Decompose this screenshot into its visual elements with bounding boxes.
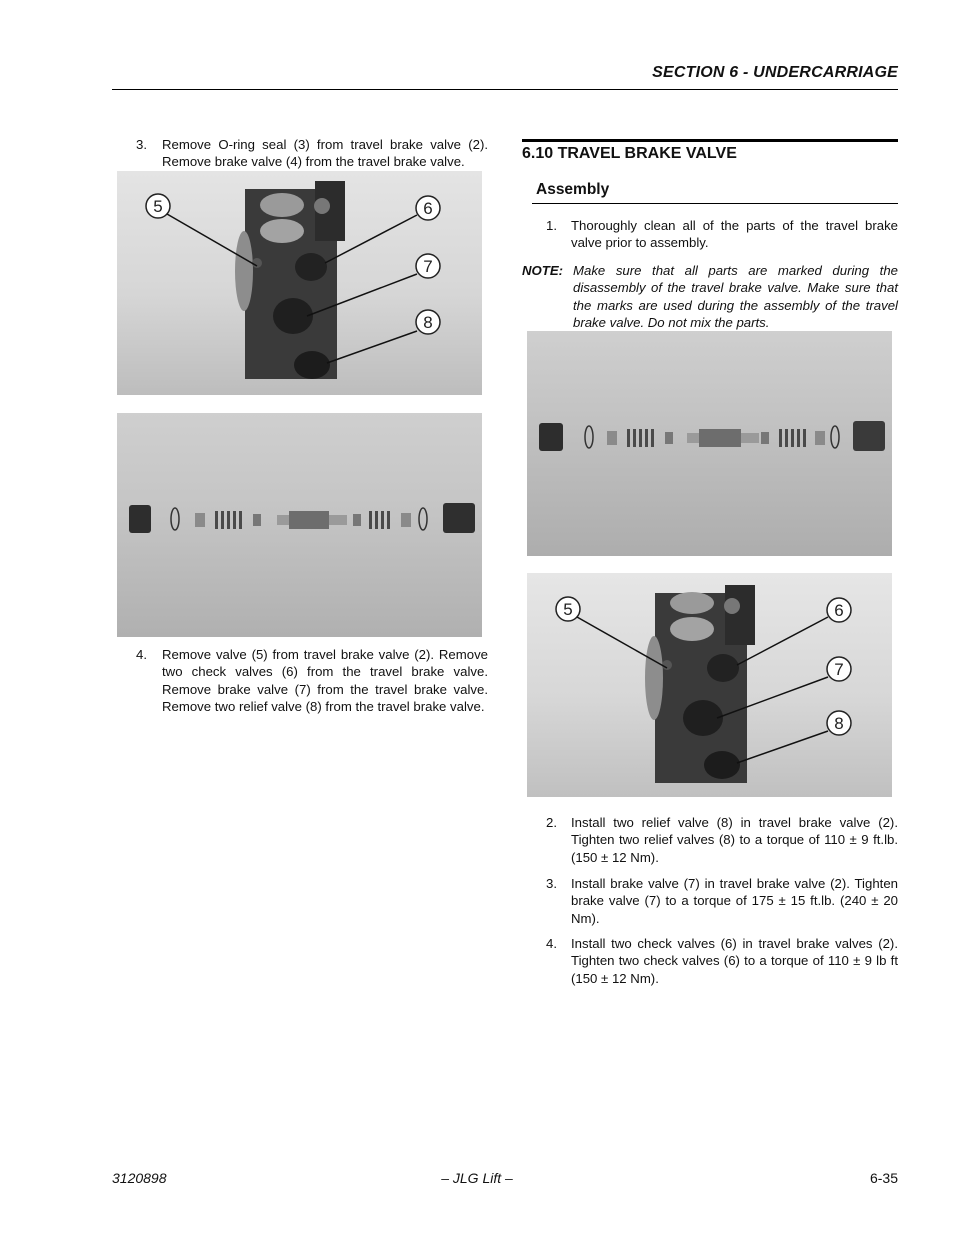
step-text: Install two relief valve (8) in travel brake valve (2). Tighten two relief valves (8) to a torque of 110 ± 9 ft.lb. (150 ± 12 Nm). xyxy=(571,815,898,865)
section-header: SECTION 6 - UNDERCARRIAGE xyxy=(652,64,898,81)
step-number: 3. xyxy=(136,137,147,152)
step-number: 4. xyxy=(546,936,557,951)
section-heading: 6.10 TRAVEL BRAKE VALVE xyxy=(522,145,737,162)
right-step-3 xyxy=(546,875,898,927)
right-step-4 xyxy=(546,935,898,987)
right-step-2 xyxy=(546,814,898,866)
step-number: 3. xyxy=(546,876,557,891)
photo-valve-body-disassembly xyxy=(117,171,482,395)
footer-publisher: – JLG Lift – xyxy=(441,1170,513,1186)
note-label: NOTE: xyxy=(522,263,564,278)
step-text: Remove O-ring seal (3) from travel brake valve (2). Remove brake valve (4) from the travel brake valve. xyxy=(162,137,488,170)
step-number: 4. xyxy=(136,647,147,662)
svg-text:8: 8 xyxy=(834,714,844,733)
photo-valve-body-assembly xyxy=(527,573,892,797)
right-step-1 xyxy=(546,217,898,252)
section-rule xyxy=(522,139,898,142)
svg-text:5: 5 xyxy=(153,197,163,216)
svg-text:6: 6 xyxy=(423,199,433,218)
svg-text:5: 5 xyxy=(563,600,573,619)
header-divider xyxy=(112,89,898,90)
footer-doc-number: 3120898 xyxy=(112,1170,167,1186)
subheading-assembly: Assembly xyxy=(536,181,610,198)
left-step-4 xyxy=(136,646,488,715)
step-text: Thoroughly clean all of the parts of the travel brake valve prior to assembly. xyxy=(571,218,898,251)
left-step-3 xyxy=(136,136,488,171)
step-text: Install brake valve (7) in travel brake valve (2). Tighten brake valve (7) to a torque of 175 ± 15 ft.lb. (240 ± 20 Nm). xyxy=(571,876,898,926)
photo-exploded-parts-assembly xyxy=(527,331,892,556)
svg-text:6: 6 xyxy=(834,601,844,620)
step-number: 2. xyxy=(546,815,557,830)
step-text: Remove valve (5) from travel brake valve (2). Remove two check valves (6) from the travel brake valve. Remove brake valve (7) from the travel brake valve. Remove two relief valve (8) from the travel brake valve. xyxy=(162,647,488,714)
note-block xyxy=(522,262,898,331)
svg-text:7: 7 xyxy=(834,660,844,679)
photo-exploded-parts xyxy=(117,413,482,637)
footer-page-number: 6-35 xyxy=(869,1170,898,1186)
step-number: 1. xyxy=(546,218,557,233)
step-text: Install two check valves (6) in travel brake valves (2). Tighten two check valves (6) to a torque of 110 ± 9 lb ft (150 ± 12 Nm). xyxy=(571,936,898,986)
svg-text:8: 8 xyxy=(423,313,433,332)
note-text: Make sure that all parts are marked during the disassembly of the travel brake valve. Make sure that the marks are used during the assembly of the travel brake valve. Do not mix the parts. xyxy=(573,263,898,330)
svg-text:7: 7 xyxy=(423,257,433,276)
subheading-divider xyxy=(532,203,898,204)
